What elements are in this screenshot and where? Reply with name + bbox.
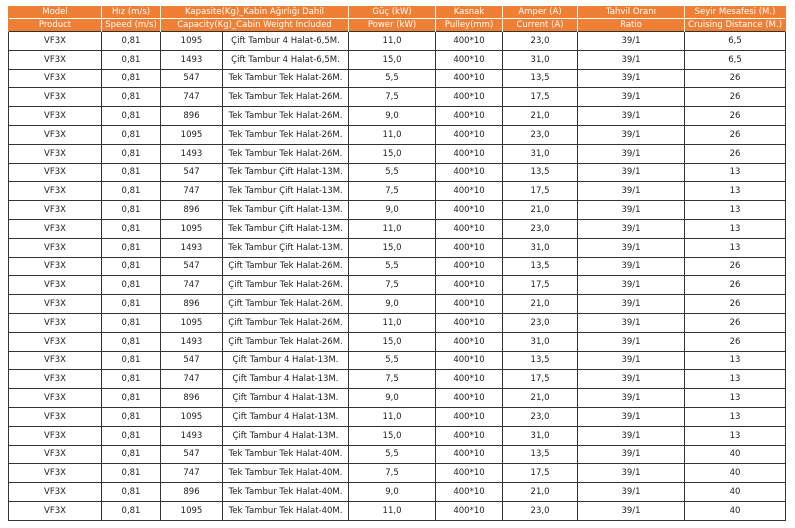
cell-distance: 40 <box>685 445 786 464</box>
cell-model: VF3X <box>9 201 102 220</box>
cell-current: 31,0 <box>503 50 578 69</box>
cell-power: 9,0 <box>349 295 436 314</box>
cell-distance: 13 <box>685 219 786 238</box>
cell-drum-type: Tek Tambur Tek Halat-26M. <box>223 69 349 88</box>
cell-power: 11,0 <box>349 32 436 51</box>
cell-capacity: 547 <box>161 257 223 276</box>
cell-ratio: 39/1 <box>578 351 685 370</box>
cell-drum-type: Çift Tambur Tek Halat-26M. <box>223 332 349 351</box>
cell-drum-type: Çift Tambur Tek Halat-26M. <box>223 295 349 314</box>
cell-capacity: 1095 <box>161 219 223 238</box>
cell-ratio: 39/1 <box>578 88 685 107</box>
table-row <box>9 107 786 126</box>
table-row <box>9 238 786 257</box>
cell-ratio: 39/1 <box>578 201 685 220</box>
cell-pulley: 400*10 <box>436 182 503 201</box>
table-row <box>9 332 786 351</box>
cell-current: 13,5 <box>503 351 578 370</box>
cell-distance: 40 <box>685 501 786 520</box>
cell-current: 21,0 <box>503 389 578 408</box>
cell-pulley: 400*10 <box>436 370 503 389</box>
cell-model: VF3X <box>9 88 102 107</box>
cell-speed: 0,81 <box>102 483 161 502</box>
cell-distance: 13 <box>685 370 786 389</box>
cell-drum-type: Çift Tambur 4 Halat-13M. <box>223 389 349 408</box>
cell-ratio: 39/1 <box>578 426 685 445</box>
cell-model: VF3X <box>9 276 102 295</box>
cell-capacity: 1095 <box>161 501 223 520</box>
table-row <box>9 445 786 464</box>
cell-ratio: 39/1 <box>578 295 685 314</box>
cell-distance: 26 <box>685 276 786 295</box>
table-row <box>9 389 786 408</box>
cell-speed: 0,81 <box>102 50 161 69</box>
cell-current: 31,0 <box>503 332 578 351</box>
cell-power: 5,5 <box>349 69 436 88</box>
cell-speed: 0,81 <box>102 238 161 257</box>
cell-model: VF3X <box>9 163 102 182</box>
cell-distance: 40 <box>685 483 786 502</box>
cell-pulley: 400*10 <box>436 257 503 276</box>
cell-pulley: 400*10 <box>436 88 503 107</box>
cell-pulley: 400*10 <box>436 144 503 163</box>
table-row <box>9 313 786 332</box>
cell-power: 11,0 <box>349 313 436 332</box>
cell-model: VF3X <box>9 464 102 483</box>
cell-current: 23,0 <box>503 501 578 520</box>
cell-speed: 0,81 <box>102 163 161 182</box>
cell-pulley: 400*10 <box>436 313 503 332</box>
cell-current: 31,0 <box>503 144 578 163</box>
table-row <box>9 219 786 238</box>
cell-speed: 0,81 <box>102 182 161 201</box>
cell-current: 23,0 <box>503 407 578 426</box>
cell-capacity: 547 <box>161 445 223 464</box>
cell-current: 17,5 <box>503 464 578 483</box>
cell-power: 11,0 <box>349 501 436 520</box>
cell-distance: 26 <box>685 144 786 163</box>
table-row <box>9 125 786 144</box>
cell-pulley: 400*10 <box>436 426 503 445</box>
cell-power: 7,5 <box>349 88 436 107</box>
cell-capacity: 896 <box>161 295 223 314</box>
cell-ratio: 39/1 <box>578 313 685 332</box>
cell-drum-type: Çift Tambur 4 Halat-6,5M. <box>223 32 349 51</box>
cell-model: VF3X <box>9 295 102 314</box>
cell-ratio: 39/1 <box>578 125 685 144</box>
cell-drum-type: Tek Tambur Çift Halat-13M. <box>223 201 349 220</box>
cell-distance: 13 <box>685 426 786 445</box>
cell-distance: 13 <box>685 238 786 257</box>
cell-capacity: 896 <box>161 483 223 502</box>
cell-drum-type: Tek Tambur Tek Halat-40M. <box>223 464 349 483</box>
cell-speed: 0,81 <box>102 501 161 520</box>
spec-table <box>8 6 786 521</box>
cell-drum-type: Çift Tambur Tek Halat-26M. <box>223 313 349 332</box>
cell-distance: 26 <box>685 69 786 88</box>
cell-capacity: 896 <box>161 201 223 220</box>
cell-current: 23,0 <box>503 219 578 238</box>
cell-drum-type: Çift Tambur Tek Halat-26M. <box>223 257 349 276</box>
table-row <box>9 201 786 220</box>
cell-capacity: 747 <box>161 182 223 201</box>
cell-pulley: 400*10 <box>436 276 503 295</box>
table-row <box>9 163 786 182</box>
header-current: Amper (A) <box>503 6 578 19</box>
cell-ratio: 39/1 <box>578 219 685 238</box>
cell-capacity: 1493 <box>161 332 223 351</box>
table-row <box>9 295 786 314</box>
cell-current: 21,0 <box>503 483 578 502</box>
cell-current: 31,0 <box>503 426 578 445</box>
cell-capacity: 1493 <box>161 426 223 445</box>
cell-pulley: 400*10 <box>436 50 503 69</box>
cell-ratio: 39/1 <box>578 182 685 201</box>
cell-drum-type: Tek Tambur Tek Halat-26M. <box>223 107 349 126</box>
cell-power: 11,0 <box>349 125 436 144</box>
cell-distance: 26 <box>685 313 786 332</box>
header-current-en: Current (A) <box>503 19 578 32</box>
cell-power: 9,0 <box>349 389 436 408</box>
cell-distance: 26 <box>685 257 786 276</box>
header-product-en: Product <box>9 19 102 32</box>
cell-distance: 13 <box>685 351 786 370</box>
cell-ratio: 39/1 <box>578 144 685 163</box>
cell-pulley: 400*10 <box>436 238 503 257</box>
table-body <box>9 32 786 521</box>
table-row <box>9 88 786 107</box>
cell-model: VF3X <box>9 370 102 389</box>
cell-pulley: 400*10 <box>436 125 503 144</box>
cell-model: VF3X <box>9 238 102 257</box>
cell-speed: 0,81 <box>102 295 161 314</box>
header-power: Güç (kW) <box>349 6 436 19</box>
cell-model: VF3X <box>9 182 102 201</box>
table-row <box>9 276 786 295</box>
cell-current: 13,5 <box>503 69 578 88</box>
table-row <box>9 351 786 370</box>
table-row <box>9 32 786 51</box>
cell-pulley: 400*10 <box>436 389 503 408</box>
header-ratio-en: Ratio <box>578 19 685 32</box>
table-row <box>9 426 786 445</box>
cell-speed: 0,81 <box>102 389 161 408</box>
cell-pulley: 400*10 <box>436 332 503 351</box>
cell-drum-type: Çift Tambur 4 Halat-13M. <box>223 351 349 370</box>
cell-power: 5,5 <box>349 445 436 464</box>
cell-pulley: 400*10 <box>436 407 503 426</box>
cell-model: VF3X <box>9 445 102 464</box>
table-row <box>9 483 786 502</box>
table-row <box>9 407 786 426</box>
cell-ratio: 39/1 <box>578 32 685 51</box>
cell-power: 9,0 <box>349 483 436 502</box>
cell-distance: 26 <box>685 332 786 351</box>
cell-drum-type: Tek Tambur Çift Halat-13M. <box>223 219 349 238</box>
cell-pulley: 400*10 <box>436 163 503 182</box>
cell-model: VF3X <box>9 107 102 126</box>
cell-ratio: 39/1 <box>578 163 685 182</box>
cell-model: VF3X <box>9 313 102 332</box>
cell-capacity: 1493 <box>161 50 223 69</box>
cell-power: 5,5 <box>349 163 436 182</box>
cell-capacity: 547 <box>161 351 223 370</box>
cell-capacity: 896 <box>161 389 223 408</box>
cell-model: VF3X <box>9 426 102 445</box>
cell-distance: 13 <box>685 182 786 201</box>
cell-distance: 26 <box>685 88 786 107</box>
cell-pulley: 400*10 <box>436 32 503 51</box>
cell-power: 7,5 <box>349 370 436 389</box>
cell-capacity: 547 <box>161 163 223 182</box>
cell-capacity: 547 <box>161 69 223 88</box>
cell-pulley: 400*10 <box>436 219 503 238</box>
cell-drum-type: Tek Tambur Tek Halat-40M. <box>223 483 349 502</box>
header-model: Model <box>9 6 102 19</box>
table-row <box>9 370 786 389</box>
table-row <box>9 501 786 520</box>
header-power-en: Power (kW) <box>349 19 436 32</box>
cell-model: VF3X <box>9 69 102 88</box>
cell-model: VF3X <box>9 351 102 370</box>
cell-pulley: 400*10 <box>436 464 503 483</box>
cell-drum-type: Tek Tambur Tek Halat-40M. <box>223 445 349 464</box>
cell-capacity: 747 <box>161 88 223 107</box>
cell-pulley: 400*10 <box>436 201 503 220</box>
cell-capacity: 1095 <box>161 125 223 144</box>
cell-distance: 26 <box>685 107 786 126</box>
cell-model: VF3X <box>9 219 102 238</box>
cell-speed: 0,81 <box>102 69 161 88</box>
cell-current: 21,0 <box>503 107 578 126</box>
cell-speed: 0,81 <box>102 125 161 144</box>
table-row <box>9 50 786 69</box>
cell-drum-type: Tek Tambur Tek Halat-26M. <box>223 88 349 107</box>
cell-power: 15,0 <box>349 50 436 69</box>
cell-distance: 40 <box>685 464 786 483</box>
cell-power: 9,0 <box>349 107 436 126</box>
cell-speed: 0,81 <box>102 332 161 351</box>
cell-distance: 13 <box>685 407 786 426</box>
cell-drum-type: Tek Tambur Çift Halat-13M. <box>223 182 349 201</box>
header-row-turkish <box>9 6 786 19</box>
cell-ratio: 39/1 <box>578 238 685 257</box>
cell-current: 31,0 <box>503 238 578 257</box>
cell-current: 13,5 <box>503 163 578 182</box>
spec-table-container <box>8 6 785 521</box>
cell-model: VF3X <box>9 125 102 144</box>
cell-capacity: 1095 <box>161 313 223 332</box>
cell-model: VF3X <box>9 407 102 426</box>
cell-speed: 0,81 <box>102 351 161 370</box>
cell-model: VF3X <box>9 483 102 502</box>
cell-drum-type: Tek Tambur Çift Halat-13M. <box>223 163 349 182</box>
cell-drum-type: Çift Tambur 4 Halat-13M. <box>223 407 349 426</box>
cell-distance: 26 <box>685 295 786 314</box>
cell-model: VF3X <box>9 32 102 51</box>
cell-speed: 0,81 <box>102 313 161 332</box>
cell-current: 13,5 <box>503 257 578 276</box>
table-header <box>9 6 786 32</box>
cell-current: 13,5 <box>503 445 578 464</box>
cell-speed: 0,81 <box>102 201 161 220</box>
cell-ratio: 39/1 <box>578 50 685 69</box>
cell-current: 23,0 <box>503 32 578 51</box>
cell-pulley: 400*10 <box>436 295 503 314</box>
cell-distance: 13 <box>685 163 786 182</box>
cell-ratio: 39/1 <box>578 445 685 464</box>
cell-current: 21,0 <box>503 295 578 314</box>
cell-speed: 0,81 <box>102 407 161 426</box>
cell-capacity: 1493 <box>161 144 223 163</box>
cell-drum-type: Tek Tambur Tek Halat-26M. <box>223 144 349 163</box>
cell-speed: 0,81 <box>102 257 161 276</box>
cell-ratio: 39/1 <box>578 69 685 88</box>
cell-speed: 0,81 <box>102 445 161 464</box>
cell-ratio: 39/1 <box>578 483 685 502</box>
cell-capacity: 1493 <box>161 238 223 257</box>
cell-speed: 0,81 <box>102 464 161 483</box>
header-row-english <box>9 19 786 32</box>
cell-speed: 0,81 <box>102 88 161 107</box>
cell-current: 23,0 <box>503 313 578 332</box>
cell-capacity: 1095 <box>161 32 223 51</box>
cell-speed: 0,81 <box>102 370 161 389</box>
cell-power: 15,0 <box>349 332 436 351</box>
cell-power: 11,0 <box>349 219 436 238</box>
cell-drum-type: Tek Tambur Tek Halat-40M. <box>223 501 349 520</box>
cell-current: 17,5 <box>503 276 578 295</box>
header-capacity-en: Capacity(Kg)_Cabin Weight Included <box>161 19 349 32</box>
cell-ratio: 39/1 <box>578 501 685 520</box>
cell-model: VF3X <box>9 50 102 69</box>
header-distance: Seyir Mesafesi (M.) <box>685 6 786 19</box>
cell-current: 23,0 <box>503 125 578 144</box>
cell-speed: 0,81 <box>102 144 161 163</box>
table-row <box>9 464 786 483</box>
cell-distance: 6,5 <box>685 32 786 51</box>
cell-model: VF3X <box>9 332 102 351</box>
cell-current: 21,0 <box>503 201 578 220</box>
cell-ratio: 39/1 <box>578 464 685 483</box>
cell-capacity: 747 <box>161 370 223 389</box>
header-capacity: Kapasite(Kg)_Kabin Ağırlığı Dahil <box>161 6 349 19</box>
cell-distance: 26 <box>685 125 786 144</box>
cell-drum-type: Çift Tambur 4 Halat-6,5M. <box>223 50 349 69</box>
cell-distance: 6,5 <box>685 50 786 69</box>
cell-drum-type: Tek Tambur Çift Halat-13M. <box>223 238 349 257</box>
cell-ratio: 39/1 <box>578 257 685 276</box>
header-pulley: Kasnak <box>436 6 503 19</box>
cell-power: 15,0 <box>349 238 436 257</box>
cell-power: 7,5 <box>349 182 436 201</box>
cell-drum-type: Çift Tambur 4 Halat-13M. <box>223 426 349 445</box>
cell-ratio: 39/1 <box>578 370 685 389</box>
cell-ratio: 39/1 <box>578 332 685 351</box>
cell-distance: 13 <box>685 201 786 220</box>
header-distance-en: Cruising Distance (M.) <box>685 19 786 32</box>
cell-ratio: 39/1 <box>578 276 685 295</box>
cell-speed: 0,81 <box>102 276 161 295</box>
cell-power: 5,5 <box>349 257 436 276</box>
table-row <box>9 257 786 276</box>
cell-pulley: 400*10 <box>436 483 503 502</box>
header-ratio: Tahvil Oranı <box>578 6 685 19</box>
cell-speed: 0,81 <box>102 219 161 238</box>
cell-ratio: 39/1 <box>578 389 685 408</box>
header-pulley-en: Pulley(mm) <box>436 19 503 32</box>
cell-power: 15,0 <box>349 426 436 445</box>
cell-power: 7,5 <box>349 464 436 483</box>
cell-model: VF3X <box>9 501 102 520</box>
cell-distance: 13 <box>685 389 786 408</box>
cell-current: 17,5 <box>503 370 578 389</box>
header-speed: Hız (m/s) <box>102 6 161 19</box>
cell-pulley: 400*10 <box>436 501 503 520</box>
cell-model: VF3X <box>9 144 102 163</box>
cell-speed: 0,81 <box>102 426 161 445</box>
table-row <box>9 69 786 88</box>
cell-power: 9,0 <box>349 201 436 220</box>
cell-drum-type: Çift Tambur 4 Halat-13M. <box>223 370 349 389</box>
cell-speed: 0,81 <box>102 107 161 126</box>
cell-capacity: 1095 <box>161 407 223 426</box>
cell-current: 17,5 <box>503 182 578 201</box>
cell-ratio: 39/1 <box>578 407 685 426</box>
header-speed-en: Speed (m/s) <box>102 19 161 32</box>
cell-power: 7,5 <box>349 276 436 295</box>
cell-speed: 0,81 <box>102 32 161 51</box>
cell-power: 11,0 <box>349 407 436 426</box>
cell-capacity: 747 <box>161 464 223 483</box>
cell-pulley: 400*10 <box>436 445 503 464</box>
cell-pulley: 400*10 <box>436 351 503 370</box>
cell-drum-type: Tek Tambur Tek Halat-26M. <box>223 125 349 144</box>
cell-drum-type: Çift Tambur Tek Halat-26M. <box>223 276 349 295</box>
cell-model: VF3X <box>9 389 102 408</box>
cell-power: 5,5 <box>349 351 436 370</box>
cell-pulley: 400*10 <box>436 69 503 88</box>
cell-power: 15,0 <box>349 144 436 163</box>
cell-pulley: 400*10 <box>436 107 503 126</box>
table-row <box>9 144 786 163</box>
cell-model: VF3X <box>9 257 102 276</box>
cell-current: 17,5 <box>503 88 578 107</box>
cell-ratio: 39/1 <box>578 107 685 126</box>
cell-capacity: 747 <box>161 276 223 295</box>
cell-capacity: 896 <box>161 107 223 126</box>
table-row <box>9 182 786 201</box>
